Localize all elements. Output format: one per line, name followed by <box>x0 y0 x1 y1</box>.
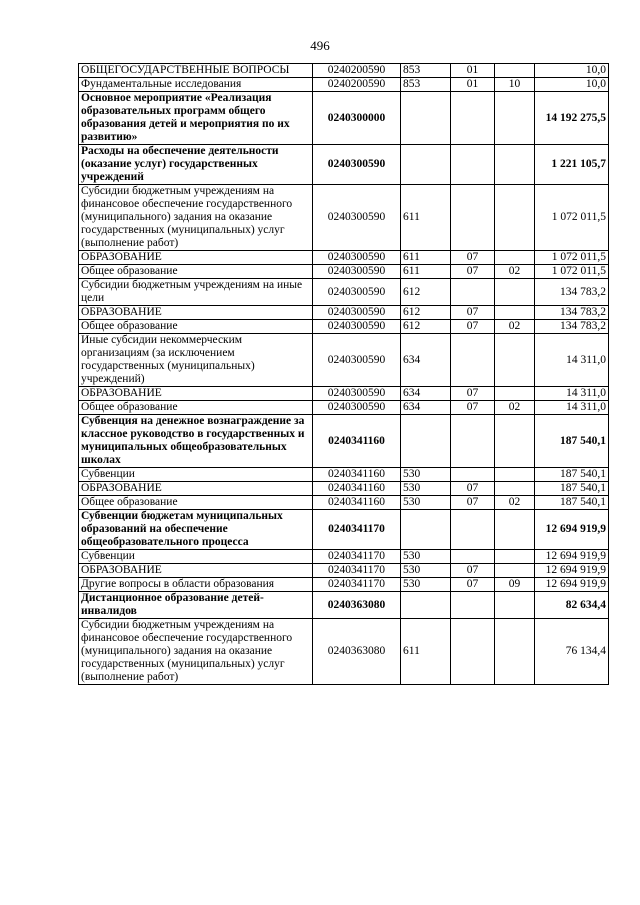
table-row <box>79 145 609 185</box>
subsection-cell <box>495 619 535 685</box>
amount-cell: 12 694 919,9 <box>535 550 609 564</box>
row-name-cell: Основное мероприятие «Реализация образовательных программ общего образования детей и мероприятия по их развитию» <box>79 92 313 145</box>
subsection-cell <box>495 251 535 265</box>
section-cell <box>451 592 495 619</box>
expense-type-cell: 612 <box>401 320 451 334</box>
target-code-cell: 0240300590 <box>313 320 401 334</box>
row-name-cell: ОБЩЕГОСУДАРСТВЕННЫЕ ВОПРОСЫ <box>79 64 313 78</box>
table-row <box>79 78 609 92</box>
subsection-cell: 09 <box>495 578 535 592</box>
target-code-cell: 0240341170 <box>313 578 401 592</box>
target-code-cell: 0240300590 <box>313 401 401 415</box>
amount-cell: 10,0 <box>535 64 609 78</box>
subsection-cell: 02 <box>495 401 535 415</box>
table-row <box>79 578 609 592</box>
amount-cell: 10,0 <box>535 78 609 92</box>
target-code-cell: 0240300000 <box>313 92 401 145</box>
expense-type-cell: 611 <box>401 185 451 251</box>
row-name-cell: ОБРАЗОВАНИЕ <box>79 482 313 496</box>
expense-type-cell: 530 <box>401 564 451 578</box>
table-row <box>79 619 609 685</box>
section-cell: 07 <box>451 496 495 510</box>
amount-cell: 12 694 919,9 <box>535 564 609 578</box>
target-code-cell: 0240341160 <box>313 415 401 468</box>
table-row <box>79 279 609 306</box>
target-code-cell: 0240341160 <box>313 496 401 510</box>
subsection-cell <box>495 92 535 145</box>
expense-type-cell: 853 <box>401 78 451 92</box>
amount-cell: 82 634,4 <box>535 592 609 619</box>
section-cell: 07 <box>451 320 495 334</box>
expense-type-cell: 611 <box>401 251 451 265</box>
row-name-cell: Дистанционное образование детей-инвалидов <box>79 592 313 619</box>
amount-cell: 187 540,1 <box>535 468 609 482</box>
expense-type-cell: 530 <box>401 482 451 496</box>
subsection-cell: 02 <box>495 265 535 279</box>
subsection-cell <box>495 334 535 387</box>
section-cell <box>451 279 495 306</box>
target-code-cell: 0240300590 <box>313 279 401 306</box>
section-cell: 07 <box>451 251 495 265</box>
section-cell <box>451 468 495 482</box>
subsection-cell <box>495 510 535 550</box>
amount-cell: 14 192 275,5 <box>535 92 609 145</box>
section-cell: 07 <box>451 401 495 415</box>
section-cell: 07 <box>451 482 495 496</box>
expense-type-cell: 611 <box>401 265 451 279</box>
subsection-cell <box>495 64 535 78</box>
row-name-cell: ОБРАЗОВАНИЕ <box>79 306 313 320</box>
target-code-cell: 0240341170 <box>313 550 401 564</box>
amount-cell: 134 783,2 <box>535 320 609 334</box>
amount-cell: 1 072 011,5 <box>535 185 609 251</box>
row-name-cell: Другие вопросы в области образования <box>79 578 313 592</box>
amount-cell: 134 783,2 <box>535 306 609 320</box>
target-code-cell: 0240341160 <box>313 482 401 496</box>
row-name-cell: Фундаментальные исследования <box>79 78 313 92</box>
row-name-cell: Субвенции <box>79 468 313 482</box>
expense-type-cell: 612 <box>401 306 451 320</box>
table-row <box>79 592 609 619</box>
table-row <box>79 185 609 251</box>
section-cell: 07 <box>451 578 495 592</box>
row-name-cell: Субсидии бюджетным учреждениям на финансовое обеспечение государственного (муниципального) задания на оказание государственных (муниципальных) услуг (выполнение работ) <box>79 619 313 685</box>
row-name-cell: Субвенции <box>79 550 313 564</box>
table-row <box>79 550 609 564</box>
section-cell <box>451 334 495 387</box>
section-cell <box>451 550 495 564</box>
table-row <box>79 265 609 279</box>
page-number: 496 <box>310 38 330 53</box>
expense-type-cell <box>401 415 451 468</box>
row-name-cell: Субсидии бюджетным учреждениям на финансовое обеспечение государственного (муниципального) задания на оказание государственных (муниципальных) услуг (выполнение работ) <box>79 185 313 251</box>
target-code-cell: 0240300590 <box>313 265 401 279</box>
row-name-cell: Расходы на обеспечение деятельности (оказание услуг) государственных учреждений <box>79 145 313 185</box>
target-code-cell: 0240300590 <box>313 334 401 387</box>
subsection-cell <box>495 564 535 578</box>
section-cell <box>451 185 495 251</box>
row-name-cell: Иные субсидии некоммерческим организациям (за исключением государственных (муниципальных) учреждений) <box>79 334 313 387</box>
target-code-cell: 0240363080 <box>313 592 401 619</box>
section-cell <box>451 92 495 145</box>
subsection-cell <box>495 387 535 401</box>
amount-cell: 12 694 919,9 <box>535 578 609 592</box>
expense-type-cell <box>401 510 451 550</box>
table-row <box>79 92 609 145</box>
table-row <box>79 334 609 387</box>
target-code-cell: 0240200590 <box>313 78 401 92</box>
amount-cell: 14 311,0 <box>535 334 609 387</box>
section-cell: 07 <box>451 265 495 279</box>
table-row <box>79 564 609 578</box>
expense-type-cell: 530 <box>401 578 451 592</box>
target-code-cell: 0240363080 <box>313 619 401 685</box>
row-name-cell: Общее образование <box>79 265 313 279</box>
subsection-cell <box>495 306 535 320</box>
expense-type-cell: 530 <box>401 496 451 510</box>
expense-type-cell: 853 <box>401 64 451 78</box>
subsection-cell: 02 <box>495 496 535 510</box>
target-code-cell: 0240300590 <box>313 145 401 185</box>
row-name-cell: ОБРАЗОВАНИЕ <box>79 564 313 578</box>
target-code-cell: 0240341170 <box>313 510 401 550</box>
amount-cell: 12 694 919,9 <box>535 510 609 550</box>
expense-type-cell: 530 <box>401 468 451 482</box>
table-row <box>79 415 609 468</box>
expense-type-cell: 634 <box>401 387 451 401</box>
table-row <box>79 306 609 320</box>
section-cell <box>451 415 495 468</box>
subsection-cell <box>495 279 535 306</box>
table-row <box>79 468 609 482</box>
target-code-cell: 0240341170 <box>313 564 401 578</box>
subsection-cell <box>495 482 535 496</box>
table-row <box>79 251 609 265</box>
subsection-cell <box>495 592 535 619</box>
subsection-cell <box>495 145 535 185</box>
subsection-cell: 10 <box>495 78 535 92</box>
table-row <box>79 401 609 415</box>
expense-type-cell: 634 <box>401 401 451 415</box>
expense-type-cell <box>401 145 451 185</box>
subsection-cell <box>495 415 535 468</box>
section-cell <box>451 619 495 685</box>
amount-cell: 187 540,1 <box>535 496 609 510</box>
target-code-cell: 0240300590 <box>313 306 401 320</box>
amount-cell: 14 311,0 <box>535 387 609 401</box>
row-name-cell: ОБРАЗОВАНИЕ <box>79 387 313 401</box>
table-row <box>79 496 609 510</box>
expense-type-cell: 612 <box>401 279 451 306</box>
section-cell: 07 <box>451 387 495 401</box>
row-name-cell: Субвенции бюджетам муниципальных образований на обеспечение общеобразовательного процесса <box>79 510 313 550</box>
amount-cell: 76 134,4 <box>535 619 609 685</box>
amount-cell: 1 072 011,5 <box>535 265 609 279</box>
target-code-cell: 0240341160 <box>313 468 401 482</box>
expense-type-cell <box>401 592 451 619</box>
amount-cell: 1 221 105,7 <box>535 145 609 185</box>
subsection-cell <box>495 468 535 482</box>
amount-cell: 1 072 011,5 <box>535 251 609 265</box>
expense-type-cell <box>401 92 451 145</box>
row-name-cell: Общее образование <box>79 320 313 334</box>
amount-cell: 187 540,1 <box>535 415 609 468</box>
row-name-cell: Общее образование <box>79 401 313 415</box>
subsection-cell <box>495 185 535 251</box>
table-row <box>79 510 609 550</box>
expense-type-cell: 611 <box>401 619 451 685</box>
budget-table <box>78 63 609 685</box>
section-cell <box>451 145 495 185</box>
section-cell: 07 <box>451 564 495 578</box>
row-name-cell: ОБРАЗОВАНИЕ <box>79 251 313 265</box>
row-name-cell: Субвенция на денежное вознаграждение за классное руководство в государственных и муниципальных общеобразовательных школах <box>79 415 313 468</box>
subsection-cell: 02 <box>495 320 535 334</box>
target-code-cell: 0240300590 <box>313 387 401 401</box>
section-cell: 01 <box>451 78 495 92</box>
table-row <box>79 387 609 401</box>
table-row <box>79 482 609 496</box>
target-code-cell: 0240300590 <box>313 185 401 251</box>
section-cell: 01 <box>451 64 495 78</box>
amount-cell: 134 783,2 <box>535 279 609 306</box>
target-code-cell: 0240300590 <box>313 251 401 265</box>
expense-type-cell: 634 <box>401 334 451 387</box>
row-name-cell: Субсидии бюджетным учреждениям на иные цели <box>79 279 313 306</box>
subsection-cell <box>495 550 535 564</box>
table-row <box>79 64 609 78</box>
section-cell: 07 <box>451 306 495 320</box>
amount-cell: 187 540,1 <box>535 482 609 496</box>
table-row <box>79 320 609 334</box>
target-code-cell: 0240200590 <box>313 64 401 78</box>
amount-cell: 14 311,0 <box>535 401 609 415</box>
section-cell <box>451 510 495 550</box>
row-name-cell: Общее образование <box>79 496 313 510</box>
expense-type-cell: 530 <box>401 550 451 564</box>
